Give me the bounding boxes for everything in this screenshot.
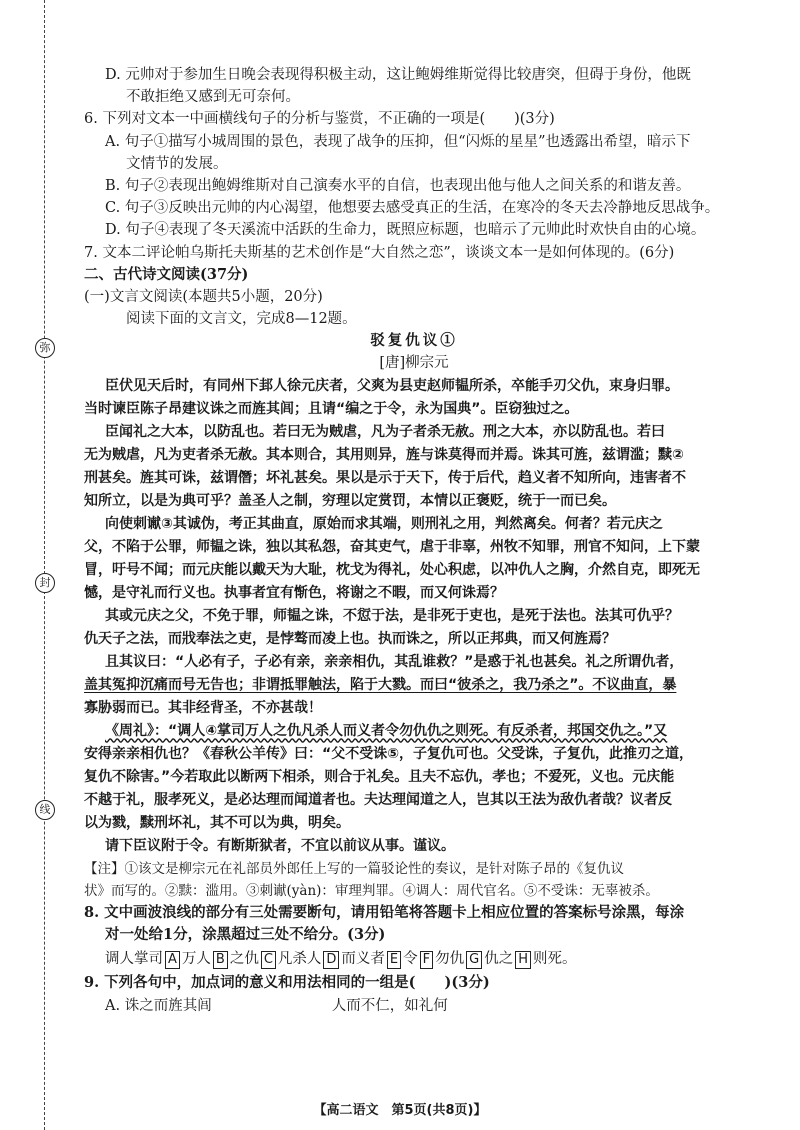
passage-line: 安得亲亲相仇也？《春秋公羊传》曰：“父不受诛⑤，子复仇可也。父受诛，子复仇，此推刃之道， bbox=[84, 745, 694, 762]
q7-stem: 7. 文本二评论帕乌斯托夫斯基的艺术创作是“大自然之恋”，谈谈文本一是如何体现的。(6分) bbox=[84, 244, 675, 261]
q8-segment: 勿仇 bbox=[435, 951, 465, 968]
passage-line: 请下臣议附于令。有断斯狱者，不宜以前议从事。谨议。 bbox=[105, 837, 455, 854]
passage-title: 驳复仇议① bbox=[370, 332, 458, 350]
binding-dotted-line bbox=[44, 0, 45, 1130]
q6-option-c: C. 句子③反映出元帅的内心渴望，他想要去感受真正的生活，在寒冷的冬天去冷静地反思战争。 bbox=[105, 200, 720, 217]
q6-option-a-line1: A. 句子①描写小城周围的景色，表现了战争的压抑，但“闪烁的星星”也透露出希望，暗示下 bbox=[105, 133, 691, 150]
section-2-subheading: (一)文言文阅读(本题共5小题，20分) bbox=[84, 288, 323, 305]
passage-line-underlined: 刑甚矣。旌其可诛，兹谓僭；坏礼甚矣。果以是示于天下，传于后代，趋义者不知所向，违害者不 bbox=[84, 469, 686, 486]
q5-option-d-line1: D. 元帅对于参加生日晚会表现得积极主动，这让鲍姆维斯觉得比较唐突，但碍于身份，他既 bbox=[105, 67, 691, 83]
page-content bbox=[84, 64, 744, 1017]
passage-line: 其或元庆之父，不免于罪，师韫之诛，不愆于法，是非死于吏也，是死于法也。法其可仇乎？ bbox=[105, 607, 679, 624]
q8-segment: 调人掌司 bbox=[105, 951, 163, 968]
passage-author: [唐]柳宗元 bbox=[379, 355, 449, 372]
q6-option-b: B. 句子②表现出鲍姆维斯对自己演奏水平的自信，也表现出他与他人之间关系的和谐友善。 bbox=[105, 177, 691, 194]
q9-option-a-left: A. 诛之而旌其闾 bbox=[105, 997, 212, 1014]
q9-stem: 9. 下列各句中，加点词的意义和用法相同的一组是( )(3分) bbox=[84, 974, 490, 992]
q8-option-box-h[interactable]: H bbox=[515, 951, 531, 969]
q8-segment: 而义者 bbox=[341, 951, 385, 968]
passage-line: 复仇不除害。”今若取此以断两下相杀，则合于礼矣。且夫不忘仇，孝也；不爱死，义也。元庆能 bbox=[84, 768, 675, 785]
q8-segment: 仇之 bbox=[484, 951, 514, 968]
passage-line: 臣伏见天后时，有同州下邽人徐元庆者，父爽为县吏赵师韫所杀，卒能手刃父仇，束身归罪。 bbox=[105, 377, 679, 394]
passage-line: 当时谏臣陈子昂建议诛之而旌其闾；且请“编之于令，永为国典”。臣窃独过之。 bbox=[84, 400, 579, 417]
q8-option-box-b[interactable]: B bbox=[213, 951, 228, 969]
q8-segment: 万人 bbox=[181, 951, 211, 968]
q8-line2: 对一处给1分，涂黑超过三处不给分。(3分) bbox=[105, 926, 386, 944]
q8-segment: 凡杀人 bbox=[277, 951, 322, 968]
passage-line: 憾，是守礼而行义也。执事者宜有惭色，将谢之不暇，而又何诛焉？ bbox=[84, 584, 504, 601]
q5-option-d-line2: 不敢拒绝又感到无可奈何。 bbox=[126, 89, 300, 106]
passage-line: 臣闻礼之大本，以防乱也。若曰无为贼虐，凡为子者杀无赦。刑之大本，亦以防乱也。若曰 bbox=[105, 423, 665, 440]
q8-option-box-e[interactable]: E bbox=[387, 951, 401, 969]
q8-segment: 令 bbox=[403, 951, 418, 968]
passage-body bbox=[84, 375, 744, 858]
q8-segment: 之仇 bbox=[229, 951, 259, 968]
section-2-instruction: 阅读下面的文言文，完成8—12题。 bbox=[126, 311, 357, 328]
q6-option-d: D. 句子④表现了冬天溪流中活跃的生命力，既照应标题，也暗示了元帅此时欢快自由的心境。 bbox=[105, 222, 706, 239]
q8-line1: 8. 文中画波浪线的部分有三处需要断句，请用铅笔将答题卡上相应位置的答案标号涂黑，每涂 bbox=[84, 904, 685, 921]
q8-option-box-d[interactable]: D bbox=[323, 951, 339, 969]
margin-mark-xian: 线 bbox=[35, 800, 55, 820]
passage-line: 冒，吁号不闻；而元庆能以戴天为大耻，枕戈为得礼，处心积虑，以冲仇人之胸，介然自克，即死无 bbox=[84, 561, 700, 578]
q8-option-box-f[interactable]: F bbox=[420, 951, 433, 969]
q8-segment: 则死。 bbox=[532, 951, 577, 968]
passage-line-wavy: 《周礼》：“调人④掌司万人之仇凡杀人而义者令勿仇仇之则死。有反杀者，邦国交仇之。”又 bbox=[105, 722, 668, 739]
section-2-heading: 二、古代诗文阅读(37分) bbox=[84, 265, 249, 283]
passage-line: 无为贼虐，凡为吏者杀无赦。其本则合，其用则异，旌与诛莫得而并焉。诛其可旌，兹谓滥；黩② bbox=[84, 446, 684, 463]
note-line2: 状》而写的。②黩：滥用。③刺谳(yàn)：审理判罪。④调人：周代官名。⑤不受诛：无辜被杀。 bbox=[84, 882, 659, 899]
passage-line: 以为戮，黩刑坏礼，其不可以为典，明矣。 bbox=[84, 814, 350, 831]
q8-option-box-c[interactable]: C bbox=[261, 951, 276, 969]
passage-line: 且其议曰：“人必有子，子必有亲，亲亲相仇，其乱谁救？”是惑于礼也甚矣。礼之所谓仇者， bbox=[105, 653, 684, 670]
q9-option-a bbox=[84, 995, 744, 1017]
note-line1: 【注】①该文是柳宗元在礼部员外郎任上写的一篇驳论性的奏议，是针对陈子昂的《复仇议 bbox=[84, 860, 624, 877]
q8-answer-strip bbox=[84, 946, 744, 972]
passage-line-underlined: 知所立，以是为典可乎？盖圣人之制，穷理以定赏罚，本情以正褒贬，统于一而已矣。 bbox=[84, 492, 616, 509]
margin-mark-feng: 封 bbox=[35, 573, 55, 593]
passage-line: 寡胁弱而已。其非经背圣，不亦甚哉！ bbox=[84, 699, 322, 716]
passage-line: 父，不陷于公罪，师韫之诛，独以其私怨，奋其吏气，虐于非辜，州牧不知罪，刑官不知问，上下蒙 bbox=[84, 538, 700, 555]
q6-stem: 6. 下列对文本一中画横线句子的分析与鉴赏，不正确的一项是( )(3分) bbox=[84, 111, 555, 128]
passage-line: 不越于礼，服孝死义，是必达理而闻道者也。夫达理闻道之人，岂其以王法为敌仇者哉？议者反 bbox=[84, 791, 672, 808]
q6-option-a-line2: 文情节的发展。 bbox=[126, 155, 228, 172]
q8-option-box-a[interactable]: A bbox=[165, 951, 180, 969]
passage-line: 向使刺谳③其诚伪，考正其曲直，原始而求其端，则刑礼之用，判然离矣。何者？若元庆之 bbox=[105, 515, 663, 532]
q9-option-a-right: 人而不仁，如礼何 bbox=[331, 997, 448, 1014]
passage-line: 仇天子之法，而戕奉法之吏，是悖骜而凌上也。执而诛之，所以正邦典，而又何旌焉？ bbox=[84, 630, 616, 647]
q8-option-box-g[interactable]: G bbox=[466, 951, 482, 969]
passage-line-underlined: 盖其冤抑沉痛而号无告也；非谓抵罪触法，陷于大戮。而曰“彼杀之，我乃杀之”。不议曲直，暴 bbox=[84, 676, 677, 693]
page-footer: 【高二语文 第5页(共8页)】 bbox=[313, 1103, 487, 1118]
margin-mark-mi: 弥 bbox=[35, 338, 55, 358]
